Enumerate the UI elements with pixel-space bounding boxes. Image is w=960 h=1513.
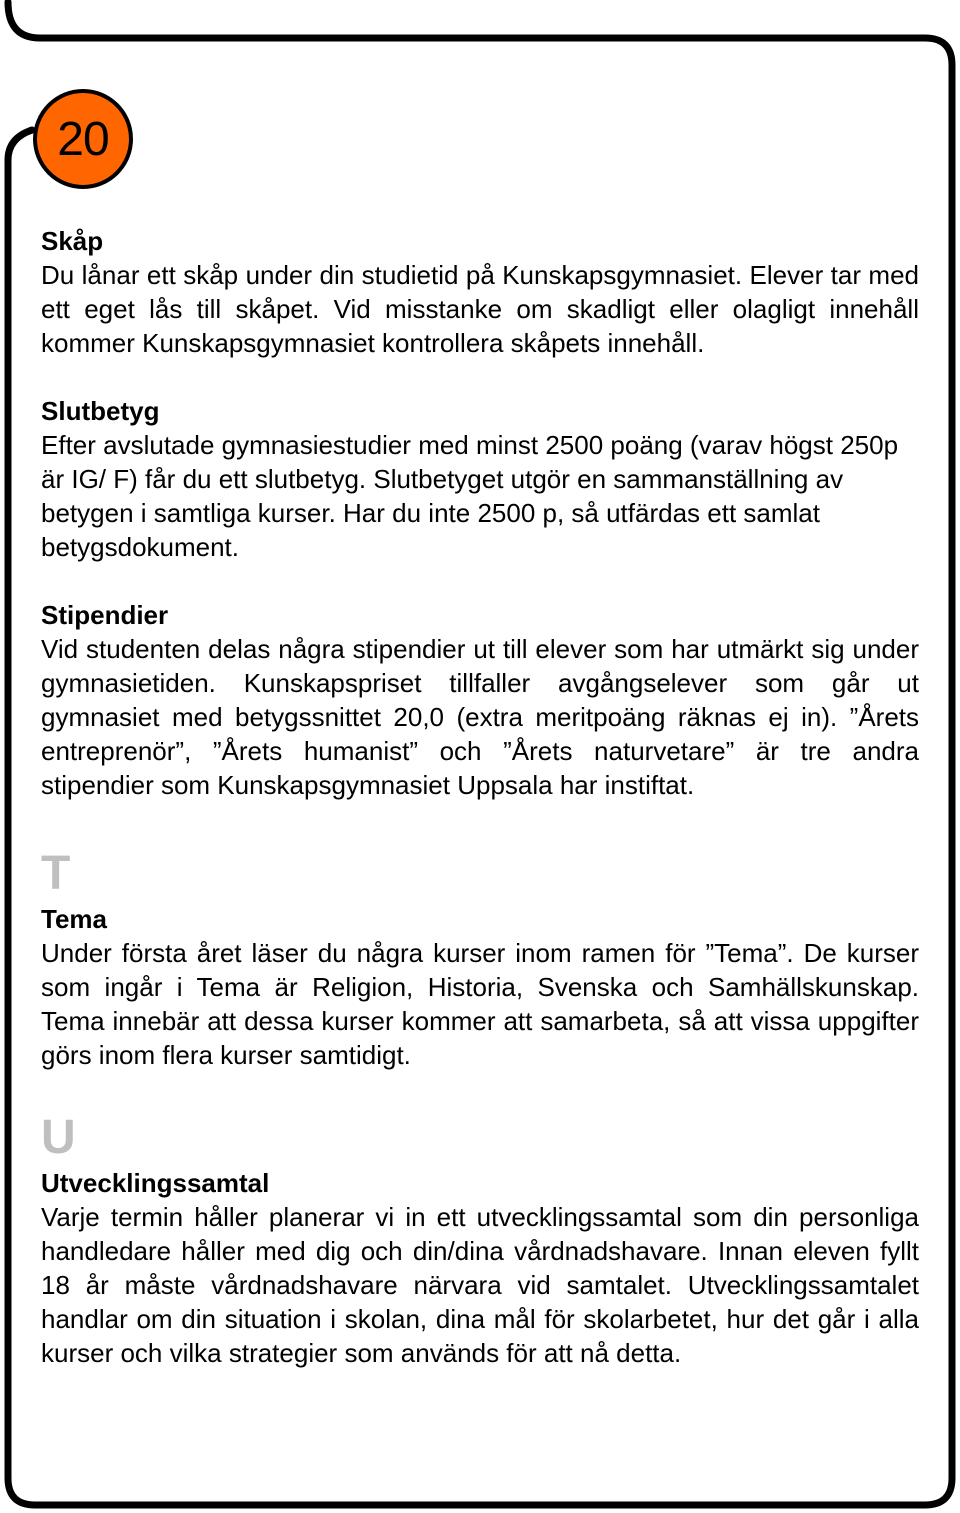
page-number: 20 xyxy=(57,112,109,166)
spacer xyxy=(41,802,919,846)
letter-heading-u: U xyxy=(41,1111,76,1164)
section-stipendier xyxy=(41,598,919,802)
section-title: Stipendier xyxy=(41,600,169,630)
section-slutbetyg xyxy=(41,394,919,564)
glossary-content xyxy=(41,224,919,1370)
section-title: Tema xyxy=(41,904,107,934)
section-body: Varje termin håller planerar vi in ett utvecklingssamtal som din personliga handledare håller med dig och din/dina vårdnadshavare. Innan eleven fyllt 18 år måste vårdnadshavare närvara vid samtalet. Utvecklingssamtalet handlar om din situation i skolan, dina mål för skolarbetet, hur det går i alla kurser och vilka strategier som används för att nå detta. xyxy=(41,1202,919,1368)
letter-heading-t: T xyxy=(41,847,71,900)
section-body: Efter avslutade gymnasiestudier med minst 2500 poäng (varav högst 250p är IG/ F) får du ett slutbetyg. Slutbetyget utgör en sammanställning av betygen i samtliga kurser. Har du inte 2500 p, så utfärdas ett samlat betygsdokument. xyxy=(41,430,899,562)
frame-left-tab xyxy=(8,130,32,175)
section-skap xyxy=(41,224,919,360)
section-utvecklingssamtal xyxy=(41,1166,919,1370)
section-body: Du lånar ett skåp under din studietid på Kunskapsgymnasiet. Elever tar med ett eget lås till skåpet. Vid misstanke om skadligt eller olagligt innehåll kommer Kunskapsgymnasiet kontrollera skåpets innehåll. xyxy=(41,260,919,358)
page-number-badge xyxy=(33,89,133,189)
section-tema xyxy=(41,902,919,1072)
section-body: Vid studenten delas några stipendier ut till elever som har utmärkt sig under gymnasietiden. Kunskapspriset tillfaller avgångselever som går ut gymnasiet med betygssnittet 20,0 (extra meritpoäng räknas ej in). ”Årets entreprenör”, ”Årets humanist” och ”Årets naturvetare” är tre andra stipendier som Kunskapsgymnasiet Uppsala har instiftat. xyxy=(41,634,919,800)
spacer xyxy=(41,1072,919,1110)
section-title: Skåp xyxy=(41,226,104,256)
section-title: Slutbetyg xyxy=(41,396,160,426)
section-title: Utvecklingssamtal xyxy=(41,1168,270,1198)
section-body: Under första året läser du några kurser inom ramen för ”Tema”. De kurser som ingår i Tema är Religion, Historia, Svenska och Samhällskunskap. Tema innebär att dessa kurser kommer att samarbeta, så att vissa uppgifter görs inom flera kurser samtidigt. xyxy=(41,938,919,1070)
spacer xyxy=(41,564,919,598)
spacer xyxy=(41,360,919,394)
